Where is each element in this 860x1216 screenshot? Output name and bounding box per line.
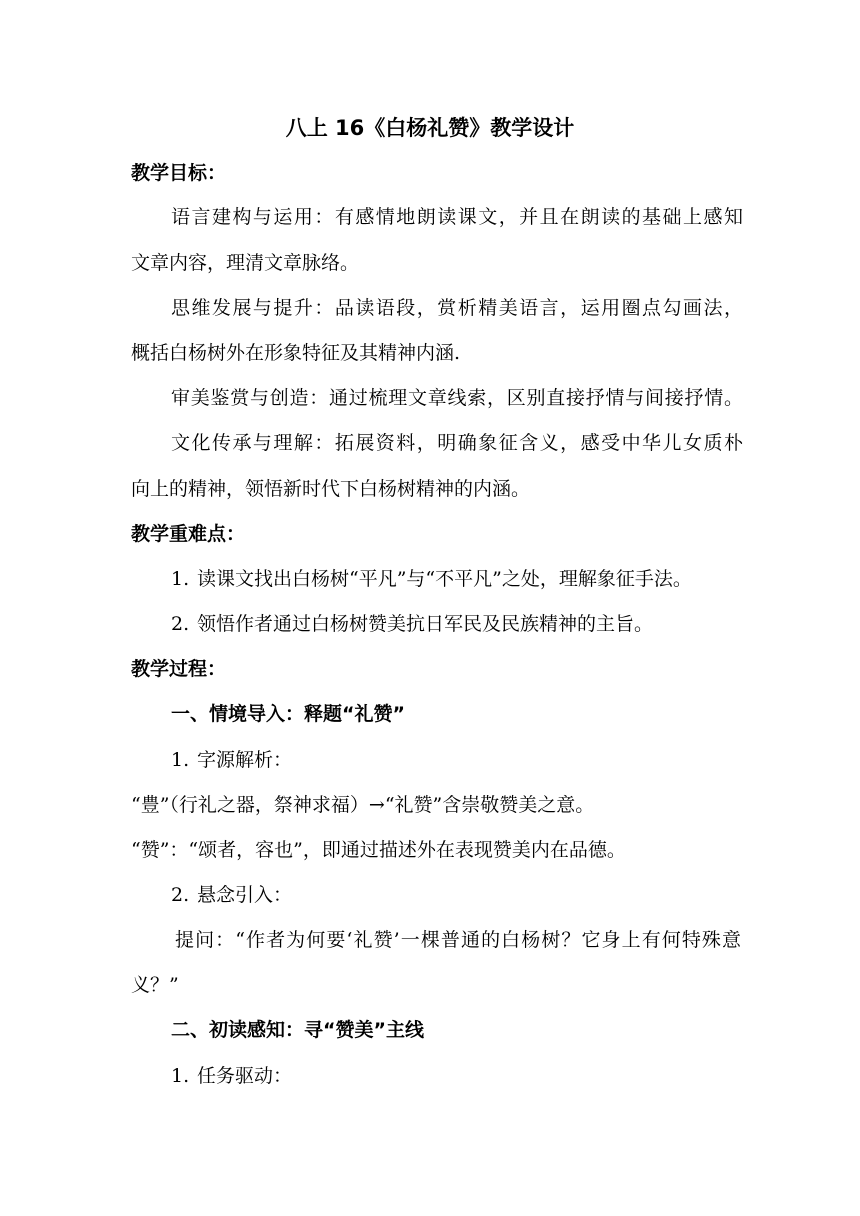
- section-1-step-2: [171, 883, 743, 907]
- section-2-heading: 二、初读感知：寻“赞美”主线: [171, 1019, 424, 1041]
- key-point-item-2: [171, 612, 743, 636]
- key-point-number: 1.: [171, 568, 190, 590]
- page-title: 八上 16《白杨礼赞》教学设计: [285, 116, 575, 140]
- objective-aesthetics-line1: 审美鉴赏与创造：通过梳理文章线索，区别直接抒情与间接抒情。: [171, 387, 743, 409]
- key-point-item-1: [171, 567, 743, 591]
- etymology-zan-line: “赞”：“颂者，容也”，即通过描述外在表现赞美内在品德。: [131, 839, 626, 861]
- step-text: 任务驱动：: [197, 1065, 293, 1087]
- objective-thinking-line2: 概括白杨树外在形象特征及其精神内涵.: [131, 342, 461, 364]
- question-line2: 义？”: [131, 974, 179, 996]
- objective-thinking-line1: 思维发展与提升：品读语段，赏析精美语言，运用圈点勾画法，: [171, 297, 743, 319]
- key-points-heading: 教学重难点：: [131, 523, 246, 545]
- section-2-step-1: [171, 1064, 743, 1088]
- section-1-step-1: [171, 748, 743, 772]
- objective-culture-line2: 向上的精神，领悟新时代下白杨树精神的内涵。: [131, 478, 531, 500]
- key-point-text: 读课文找出白杨树“平凡”与“不平凡”之处，理解象征手法。: [197, 568, 692, 590]
- step-number: 1.: [171, 749, 190, 771]
- section-1-heading: 一、情境导入：释题“礼赞”: [171, 703, 405, 725]
- process-heading: 教学过程：: [131, 658, 227, 680]
- step-text: 悬念引入：: [197, 884, 293, 906]
- step-number: 2.: [171, 884, 190, 906]
- objectives-heading: 教学目标：: [131, 162, 227, 184]
- step-text: 字源解析：: [197, 749, 293, 771]
- objective-language-line2: 文章内容，理清文章脉络。: [131, 252, 360, 274]
- etymology-feng-line: “豊”（行礼之器，祭神求福）→“礼赞”含崇敬赞美之意。: [131, 794, 595, 816]
- question-line1: 提问：“作者为何要‘礼赞’一棵普通的白杨树？它身上有何特殊意: [175, 929, 741, 951]
- key-point-text: 领悟作者通过白杨树赞美抗日军民及民族精神的主旨。: [197, 613, 654, 635]
- objective-culture-line1: 文化传承与理解：拓展资料，明确象征含义，感受中华儿女质朴: [171, 432, 743, 454]
- step-number: 1.: [171, 1065, 190, 1087]
- key-point-number: 2.: [171, 613, 190, 635]
- objective-language-line1: 语言建构与运用：有感情地朗读课文，并且在朗读的基础上感知: [171, 206, 743, 228]
